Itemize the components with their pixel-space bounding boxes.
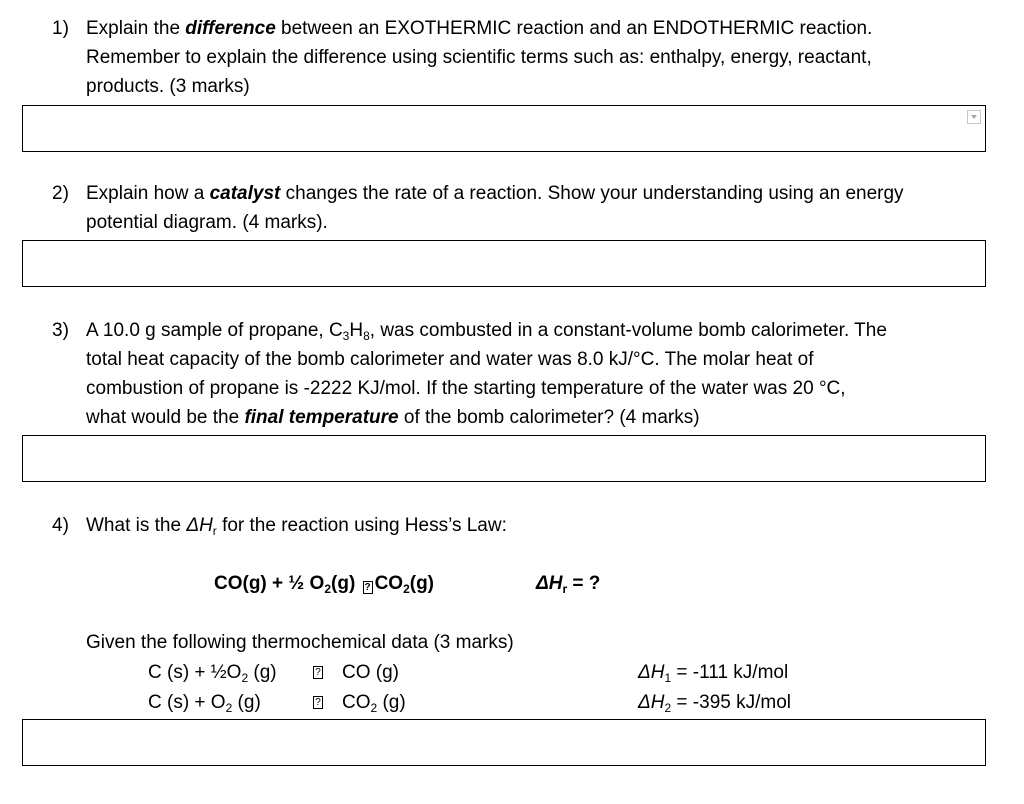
enthalpy-2: $\Delta H_2 = -395$ kJ/mol xyxy=(638,692,792,715)
missing-arrow-icon: ? xyxy=(313,696,323,709)
equation-1-product: CO (g) xyxy=(342,662,399,683)
question-number: 4) xyxy=(52,515,69,536)
question-number: 1) xyxy=(52,18,69,39)
question-text: A 10.0 g sample of propane, $C_3H_8$, was combusted in a constant-volume bomb calorimeter. The total heat capacity of the bomb calorimeter and water was 8.0 kJ/°C. The molar heat of combustion of propane is -2222 KJ/mol. If the starting temperature of the water was 20 °C, what would be the final temperature of the bomb calorimeter? (4 marks) xyxy=(86,320,887,428)
question-text: Explain the difference between an EXOTHERMIC reaction and an ENDOTHERMIC reaction. Remember to explain the difference using scientific terms such as: enthalpy, energy, reactant, products. (3 marks) xyxy=(86,18,873,97)
question-text: Explain how a catalyst changes the rate of a reaction. Show your understanding using an energy potential diagram. (4 marks). xyxy=(86,183,904,233)
missing-arrow-icon: ? xyxy=(313,666,323,679)
target-enthalpy: $\Delta H_r$ = ? xyxy=(536,573,601,596)
given-data-label: Given the following thermochemical data (3 marks) xyxy=(86,632,514,653)
enthalpy-1: $\Delta H_1 = -111$ kJ/mol xyxy=(638,662,789,685)
question-text: What is the $\Delta H_r$ for the reaction using Hess’s Law: xyxy=(86,515,507,538)
emphasis: catalyst xyxy=(209,183,281,204)
target-reaction: CO(g) + ½ $O_2(g)$ ? $CO_2(g)$ xyxy=(214,573,435,596)
dropdown-arrow-icon[interactable] xyxy=(967,110,981,124)
equation-1: C $(s) + \frac{1}{2}O_2$ (g) xyxy=(148,662,277,685)
question-number: 2) xyxy=(52,183,69,204)
answer-box-2[interactable] xyxy=(22,240,986,287)
emphasis: final temperature xyxy=(244,407,399,428)
answer-box-1[interactable] xyxy=(22,105,986,152)
emphasis: difference xyxy=(185,18,276,39)
answer-box-4[interactable] xyxy=(22,719,986,766)
question-number: 3) xyxy=(52,320,69,341)
equation-2: C $(s) + O_2$ (g) xyxy=(148,692,261,715)
equation-2-product: $CO_2$ (g) xyxy=(342,692,406,715)
missing-arrow-icon: ? xyxy=(364,582,371,593)
answer-box-3[interactable] xyxy=(22,435,986,482)
